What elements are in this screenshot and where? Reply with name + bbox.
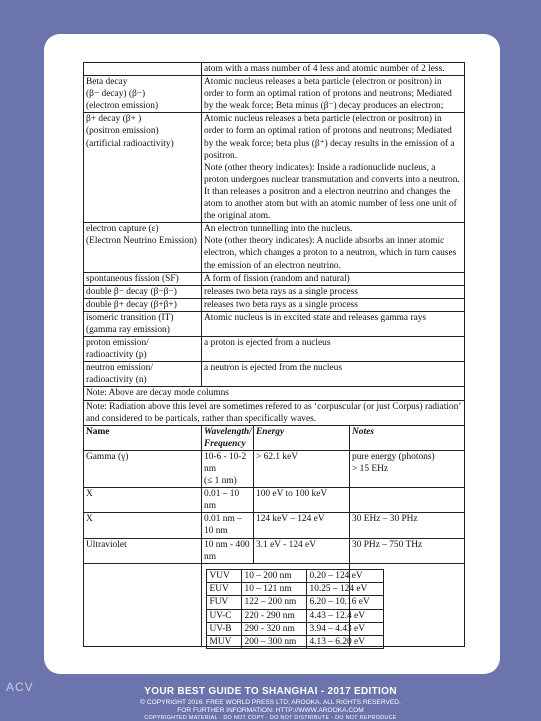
uv-row [206,570,383,583]
uv-band: UV-C [206,609,241,622]
decay-body [84,63,465,647]
uv-band: VUV [206,570,241,583]
header-name: Name [84,425,202,450]
uv-row [206,609,383,622]
decay-row [84,272,465,285]
uv-energy: 3.94 – 4.43 eV [306,622,383,635]
uv-band: EUV [206,583,241,596]
decay-row [84,63,465,76]
uv-energy: 4.43 – 12.4 eV [306,609,383,622]
uv-range: 220 - 290 nm [241,609,306,622]
radiation-row [84,538,465,563]
uv-body [206,570,383,649]
decay-table [83,62,465,647]
decay-name: proton emission/ radioactivity (p) [84,337,202,362]
blank-cell [84,563,202,646]
radiation-notes: 30 EHz – 30 PHz [350,513,465,538]
decay-description: a proton is ejected from a nucleus [202,337,465,362]
decay-description: releases two beta rays as a single process [202,285,465,298]
decay-row [84,285,465,298]
radiation-energy: 124 keV – 124 eV [254,513,350,538]
uv-range: 10 – 121 nm [241,583,306,596]
radiation-wavelength: 0.01 nm – 10 nm [202,513,254,538]
decay-name: Beta decay (β− decay) (β−) (electron emission) [84,76,202,113]
radiation-row [84,513,465,538]
decay-name: double β− decay (β−β−) [84,285,202,298]
decay-description: atom with a mass number of 4 less and atomic number of 2 less. [202,63,465,76]
footer-copyright: © COPYRIGHT 2016. FREE WORLD PRESS LTD; AROOKA. ALL RIGHTS RESERVED. [140,699,401,706]
uv-range: 200 – 300 nm [241,635,306,648]
decay-name: spontaneous fission (SF) [84,272,202,285]
header-notes: Notes [350,425,465,450]
decay-row [84,223,465,272]
uv-energy: 10.25 – 124 eV [306,583,383,596]
uv-subtable [206,569,384,649]
uv-band: UV-B [206,622,241,635]
footer-notice: COPYRIGHTED MATERIAL - DO NOT COPY - DO NOT DISTRIBUTE - DO NOT REPRODUCE [144,715,397,721]
decay-name: electron capture (ε) (Electron Neutrino Emission) [84,223,202,272]
decay-row [84,113,465,223]
uv-energy: 4.13 – 6.20 eV [306,635,383,648]
radiation-energy: > 62.1 keV [254,450,350,487]
decay-name [84,63,202,76]
uv-row [206,635,383,648]
footer-info: FOR FURTHER INFORMATION: HTTP://WWW.AROOKA.COM [177,707,364,714]
page-card [44,34,500,674]
radiation-wavelength: 10 nm - 400 nm [202,538,254,563]
decay-name: β+ decay (β+ ) (positron emission) (artificial radioactivity) [84,113,202,223]
radiation-wavelength: 10-6 - 10-2 nm (≤ 1 nm) [202,450,254,487]
decay-description: Atomic nucleus is in excited state and releases gamma rays [202,311,465,336]
radiation-notes [350,488,465,513]
radiation-name: X [84,513,202,538]
decay-name: neutron emission/ radioactivity (n) [84,362,202,387]
decay-description: An electron tunnelling into the nucleus. Note (other theory indicates): A nuclide absorbs an inner atomic electron, which changes a proton to a neutron, which in turn causes the emission of an electron neutrino. [202,223,465,272]
radiation-name: X [84,488,202,513]
note-text: Note: Above are decay mode columns [84,387,465,400]
note-text: Note: Radiation above this level are sometimes refered to as ‘corpuscular (or just Corpus) radiation’ and considered to be particals, rather than specifically waves. [84,400,465,425]
decay-name: double β+ decay (β+β+) [84,298,202,311]
radiation-energy: 3.1 eV - 124 eV [254,538,350,563]
decay-row [84,311,465,336]
decay-row [84,298,465,311]
decay-row [84,362,465,387]
radiation-wavelength: 0.01 – 10 nm [202,488,254,513]
note-row [84,387,465,400]
uv-range: 10 – 200 nm [241,570,306,583]
uv-band: MUV [206,635,241,648]
decay-description: releases two beta rays as a single process [202,298,465,311]
radiation-header-row [84,425,465,450]
radiation-row [84,450,465,487]
uv-row [206,596,383,609]
uv-energy: 6.20 – 10.16 eV [306,596,383,609]
header-energy: Energy [254,425,350,450]
radiation-name: Gamma (γ) [84,450,202,487]
uv-range: 290 - 320 nm [241,622,306,635]
watermark: ACV [6,680,34,694]
uv-row [206,583,383,596]
uv-row [206,622,383,635]
header-wavelength: Wavelength/ Frequency [202,425,254,450]
decay-description: a neutron is ejected from the nucleus [202,362,465,387]
uv-range: 122 – 200 nm [241,596,306,609]
note-row [84,400,465,425]
decay-name: isomeric transition (IT) (gamma ray emission) [84,311,202,336]
radiation-name: Ultraviolet [84,538,202,563]
decay-description: Atomic nucleus releases a beta particle (electron or positron) in order to form an optimal ration of protons and neutrons; Mediated by the weak force; beta plus (β⁺) decay results in the emission of a positron. Note (other theory indicates): Inside a radionuclide nucleus, a proton undergoes nuclear transmutation and converts into a neutron. It than releases a positron and a electron neutrino and changes the atom to another atom but with an atomic number of less one unit of the original atom. [202,113,465,223]
uv-band: FUV [206,596,241,609]
uv-energy: 0.20 – 124 eV [306,570,383,583]
decay-description: A form of fission (random and natural) [202,272,465,285]
decay-row [84,76,465,113]
decay-description: Atomic nucleus releases a beta particle (electron or positron) in order to form an optimal ration of protons and neutrons; Mediated by the weak force; Beta minus (β⁻) decay produces an electron; [202,76,465,113]
radiation-notes: pure energy (photons) > 15 EHz [350,450,465,487]
decay-row [84,337,465,362]
radiation-notes: 30 PHz – 750 THz [350,538,465,563]
radiation-energy: 100 eV to 100 keV [254,488,350,513]
radiation-row [84,488,465,513]
footer-title: YOUR BEST GUIDE TO SHANGHAI - 2017 EDITION [144,686,397,697]
